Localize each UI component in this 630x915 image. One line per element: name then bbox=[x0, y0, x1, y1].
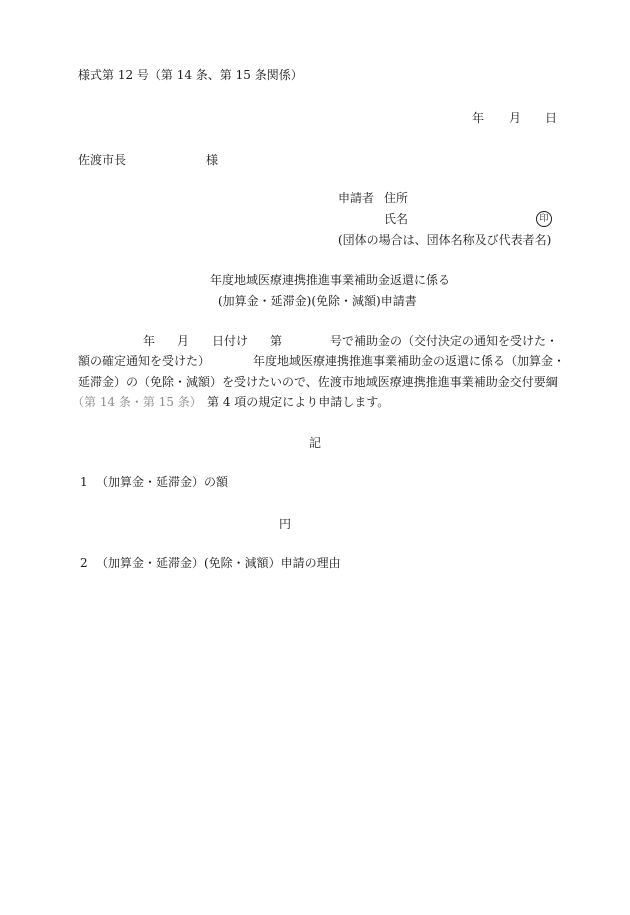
ki-heading: 記 bbox=[308, 436, 321, 450]
date-month-label: 月 bbox=[509, 111, 522, 125]
item2-number: 2 bbox=[80, 556, 88, 570]
date-year-label: 年 bbox=[472, 111, 485, 125]
item2-label: （加算金・延滞金）(免除・減額）申請の理由 bbox=[96, 556, 341, 570]
body-line3: 延滞金）の（免除・減額）を受けたいので、佐渡市地域医療連携推進事業補助金交付要綱 bbox=[78, 375, 558, 389]
item1-label: （加算金・延滞金）の額 bbox=[96, 475, 229, 489]
body-date: 日付け bbox=[212, 334, 249, 348]
body-year: 年 bbox=[143, 334, 156, 348]
document-title-line2: (加算金・延滞金)(免除・減額)申請書 bbox=[218, 294, 417, 308]
seal-mark bbox=[536, 209, 552, 227]
addressee-honorific: 様 bbox=[206, 153, 219, 167]
item1-number: 1 bbox=[80, 475, 88, 489]
body-line2-b: 年度地域医療連携推進事業補助金の返還に係る（加算金・ bbox=[253, 354, 566, 368]
addressee-title: 佐渡市長 bbox=[78, 153, 127, 167]
body-line2-a: 額の確定通知を受けた） bbox=[78, 354, 211, 368]
applicant-note: (団体の場合は、団体名称及び代表者名) bbox=[338, 233, 552, 247]
document-title-line1: 年度地域医療連携推進事業補助金返還に係る bbox=[210, 273, 451, 287]
applicant-address-label: 住所 bbox=[384, 191, 409, 205]
applicant-label: 申請者 bbox=[338, 191, 375, 205]
seal-icon: 印 bbox=[536, 211, 552, 227]
form-number: 様式第 12 号（第 14 条、第 15 条関係） bbox=[78, 68, 303, 82]
date-day-label: 日 bbox=[545, 111, 558, 125]
body-line1-rest: 号で補助金の（交付決定の通知を受けた・ bbox=[330, 334, 559, 348]
body-month: 月 bbox=[177, 334, 190, 348]
body-line4-grey: （第 14 条・第 15 条） bbox=[72, 395, 202, 409]
item1-unit: 円 bbox=[279, 517, 292, 531]
body-number-prefix: 第 bbox=[270, 334, 283, 348]
applicant-name-label: 氏名 bbox=[384, 212, 409, 226]
body-line4-rest: 第 4 項の規定により申請します。 bbox=[207, 395, 390, 409]
